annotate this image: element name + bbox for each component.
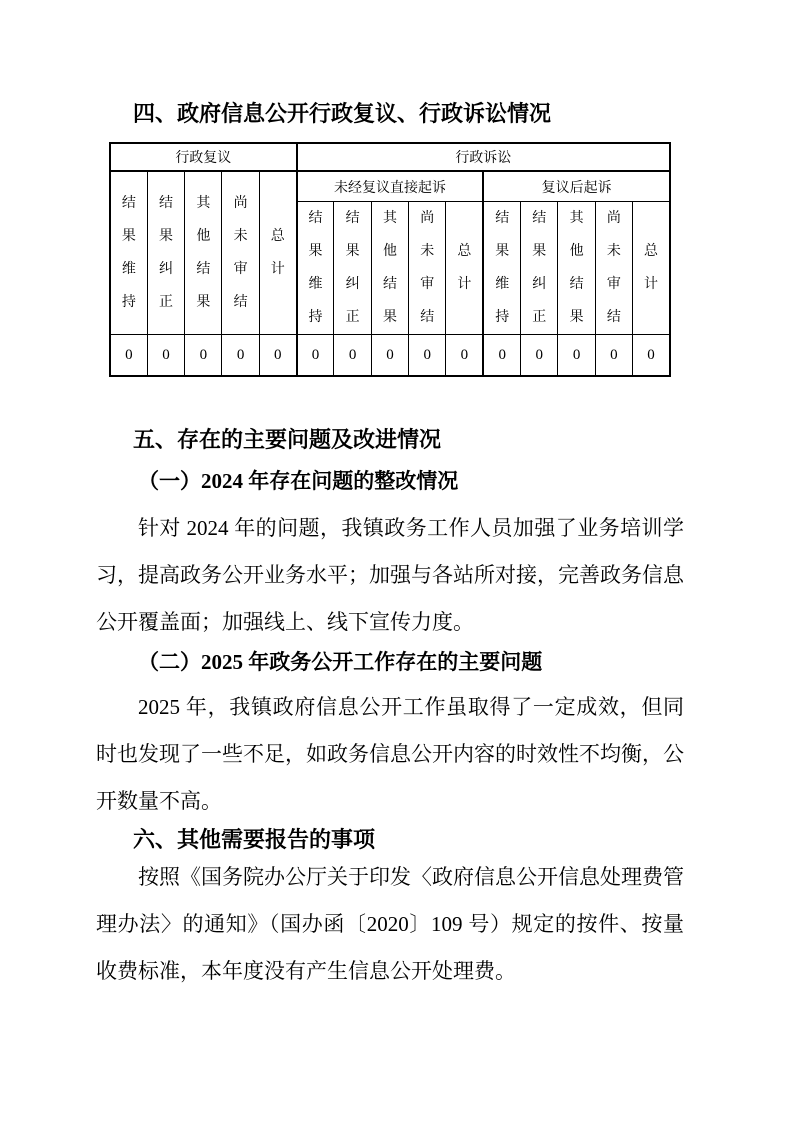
col-header-direct-3 <box>371 202 408 335</box>
table-group-header-row <box>110 143 670 171</box>
value-cell: 0 <box>147 335 184 377</box>
value-cell: 0 <box>521 335 558 377</box>
col-header-fuyi-2 <box>147 171 184 335</box>
value-cell: 0 <box>595 335 632 377</box>
col-header-after-total <box>633 202 670 335</box>
col-header-label: 尚未审结 <box>606 211 621 325</box>
section6-heading: 六、其他需要报告的事项 <box>133 827 376 852</box>
col-header-direct-4 <box>409 202 446 335</box>
col-header-direct-2 <box>334 202 371 335</box>
table-values-row <box>110 335 670 377</box>
col-header-label: 其他结果 <box>382 211 397 325</box>
col-header-fuyi-4 <box>222 171 259 335</box>
value-cell: 0 <box>259 335 296 377</box>
col-header-label: 结果维持 <box>121 196 136 310</box>
group-header-fuyi: 行政复议 <box>110 143 297 171</box>
value-cell: 0 <box>222 335 259 377</box>
section4-heading: 四、政府信息公开行政复议、行政诉讼情况 <box>133 101 552 126</box>
col-header-label: 结果纠正 <box>158 196 173 310</box>
value-cell: 0 <box>297 335 334 377</box>
value-cell: 0 <box>446 335 483 377</box>
subgroup-header-after: 复议后起诉 <box>483 171 670 202</box>
col-header-after-1 <box>483 202 520 335</box>
col-header-fuyi-total <box>259 171 296 335</box>
section5-sub1-paragraph: 针对 2024 年的问题，我镇政务工作人员加强了业务培训学习，提高政务公开业务水平；加强与各站所对接，完善政务信息公开覆盖面；加强线上、线下宣传力度。 <box>96 516 684 634</box>
col-header-after-4 <box>595 202 632 335</box>
col-header-label: 结果纠正 <box>532 211 547 325</box>
col-header-direct-1 <box>297 202 334 335</box>
admin-review-litigation-table <box>109 142 671 377</box>
value-cell: 0 <box>185 335 222 377</box>
col-header-label: 总计 <box>270 229 285 277</box>
col-header-label: 尚未审结 <box>420 211 435 325</box>
col-header-fuyi-3 <box>185 171 222 335</box>
section5-sub2-heading: （二）2025 年政务公开工作存在的主要问题 <box>138 650 543 674</box>
value-cell: 0 <box>110 335 147 377</box>
value-cell: 0 <box>483 335 520 377</box>
value-cell: 0 <box>409 335 446 377</box>
section6-paragraph: 按照《国务院办公厅关于印发〈政府信息公开信息处理费管理办法〉的通知》（国办函〔2020〕109 号）规定的按件、按量收费标准，本年度没有产生信息公开处理费。 <box>96 865 684 983</box>
col-header-direct-total <box>446 202 483 335</box>
col-header-label: 总计 <box>457 244 472 292</box>
table-subgroup-header-row <box>110 171 670 202</box>
col-header-after-3 <box>558 202 595 335</box>
value-cell: 0 <box>558 335 595 377</box>
value-cell: 0 <box>371 335 408 377</box>
col-header-label: 结果纠正 <box>345 211 360 325</box>
col-header-label: 结果维持 <box>308 211 323 325</box>
col-header-label: 结果维持 <box>495 211 510 325</box>
value-cell: 0 <box>633 335 670 377</box>
col-header-after-2 <box>521 202 558 335</box>
group-header-susong: 行政诉讼 <box>297 143 670 171</box>
col-header-label: 总计 <box>644 244 659 292</box>
col-header-fuyi-1 <box>110 171 147 335</box>
subgroup-header-direct: 未经复议直接起诉 <box>297 171 484 202</box>
section5-sub2-paragraph: 2025 年，我镇政府信息公开工作虽取得了一定成效，但同时也发现了一些不足，如政务信息公开内容的时效性不均衡，公开数量不高。 <box>96 695 684 813</box>
col-header-label: 其他结果 <box>196 196 211 310</box>
col-header-label: 尚未审结 <box>233 196 248 310</box>
section5-heading: 五、存在的主要问题及改进情况 <box>133 427 442 452</box>
col-header-label: 其他结果 <box>569 211 584 325</box>
value-cell: 0 <box>334 335 371 377</box>
section5-sub1-heading: （一）2024 年存在问题的整改情况 <box>138 469 459 493</box>
